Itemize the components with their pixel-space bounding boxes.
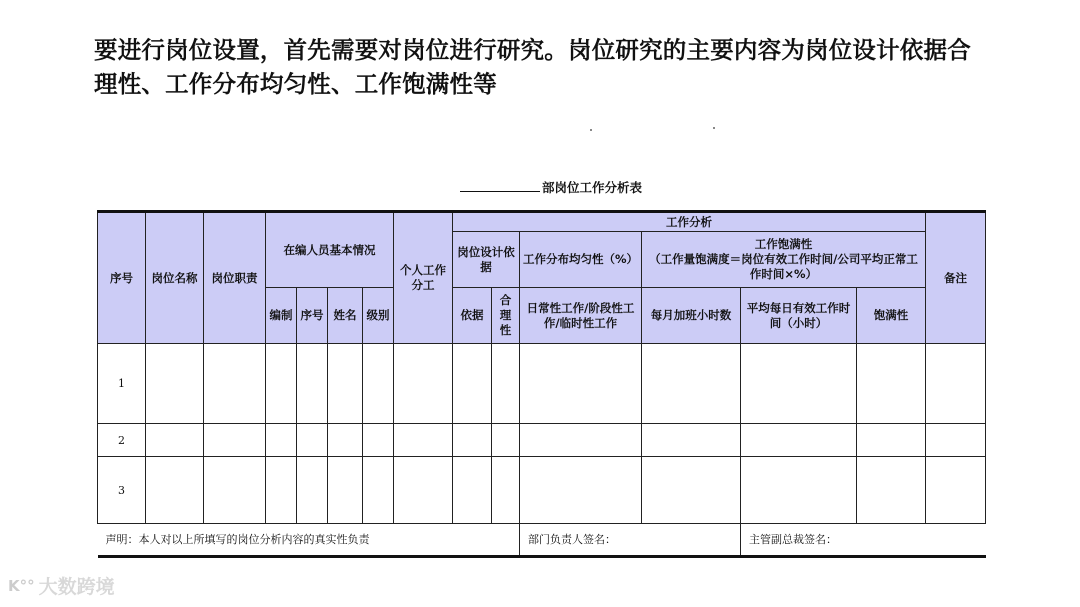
table-cell[interactable]	[492, 424, 520, 457]
header-distribution: 工作分布均匀性（%）	[520, 232, 642, 288]
header-work-analysis: 工作分析	[453, 212, 926, 232]
table-cell[interactable]	[204, 457, 266, 524]
table-cell[interactable]	[492, 457, 520, 524]
declaration: 声明：本人对以上所填写的岗位分析内容的真实性负责	[98, 524, 520, 557]
saturation-formula: （工作量饱满度＝岗位有效工作时间/公司平均正常工作时间×%）	[649, 252, 918, 281]
page-heading: 要进行岗位设置，首先需要对岗位进行研究。岗位研究的主要内容为岗位设计依据合理性、工作分布均匀性、工作饱满性等	[94, 36, 971, 98]
header-post-duty: 岗位职责	[204, 212, 266, 344]
table-cell[interactable]	[394, 457, 453, 524]
table-cell[interactable]	[204, 424, 266, 457]
table-cell[interactable]	[741, 344, 857, 424]
post-analysis-table	[97, 210, 986, 558]
table-cell[interactable]	[453, 457, 492, 524]
table-cell[interactable]	[520, 457, 642, 524]
header-basis: 依据	[453, 288, 492, 344]
table-cell[interactable]	[520, 424, 642, 457]
table-cell[interactable]	[394, 424, 453, 457]
row-number: 3	[98, 457, 146, 524]
table-cell[interactable]	[453, 424, 492, 457]
table-cell[interactable]	[642, 344, 741, 424]
header-post-name: 岗位名称	[146, 212, 204, 344]
table-cell[interactable]	[297, 344, 328, 424]
table-cell[interactable]	[363, 424, 394, 457]
table-cell[interactable]	[363, 344, 394, 424]
table-caption	[460, 178, 642, 196]
header-daily-effective: 平均每日有效工作时间（小时）	[741, 288, 857, 344]
watermark-text: 大数跨境	[38, 576, 115, 598]
table-cell[interactable]	[204, 344, 266, 424]
header-staff-basic: 在编人员基本情况	[266, 212, 394, 288]
table-cell[interactable]	[328, 344, 363, 424]
table-cell[interactable]	[453, 344, 492, 424]
table-cell[interactable]	[394, 344, 453, 424]
vp-signature[interactable]: 主管副总裁签名：	[741, 524, 986, 557]
table-cell[interactable]	[146, 457, 204, 524]
header-level: 级别	[363, 288, 394, 344]
table-cell[interactable]	[642, 457, 741, 524]
table-cell[interactable]	[146, 344, 204, 424]
header-saturation	[642, 232, 926, 288]
table-cell[interactable]	[328, 457, 363, 524]
table-cell[interactable]	[146, 424, 204, 457]
table-cell[interactable]	[741, 424, 857, 457]
table-cell[interactable]	[328, 424, 363, 457]
decorative-dot	[713, 127, 715, 129]
decorative-dot	[590, 129, 592, 131]
header-name: 姓名	[328, 288, 363, 344]
header-establishment: 编制	[266, 288, 297, 344]
saturation-title: 工作饱满性	[754, 237, 813, 251]
table-cell[interactable]	[642, 424, 741, 457]
watermark-logo	[8, 572, 115, 599]
table-cell[interactable]	[363, 457, 394, 524]
header-staff-seq: 序号	[297, 288, 328, 344]
table-cell[interactable]	[266, 457, 297, 524]
header-seq: 序号	[98, 212, 146, 344]
table-row	[98, 457, 986, 524]
row-number: 1	[98, 344, 146, 424]
table-row	[98, 424, 986, 457]
header-personal-division: 个人工作分工	[394, 212, 453, 344]
header-saturation-sub: 饱满性	[857, 288, 926, 344]
table-cell[interactable]	[926, 457, 986, 524]
department-blank	[460, 179, 540, 192]
header-work-type: 日常性工作/阶段性工作/临时性工作	[520, 288, 642, 344]
logo-icon: K°°	[8, 576, 35, 595]
table-cell[interactable]	[520, 344, 642, 424]
table-cell[interactable]	[492, 344, 520, 424]
table-cell[interactable]	[857, 344, 926, 424]
table-cell[interactable]	[857, 457, 926, 524]
table-cell[interactable]	[741, 457, 857, 524]
table-cell[interactable]	[266, 344, 297, 424]
header-design-basis: 岗位设计依据	[453, 232, 520, 288]
table-cell[interactable]	[926, 424, 986, 457]
table-cell[interactable]	[297, 424, 328, 457]
row-number: 2	[98, 424, 146, 457]
table-cell[interactable]	[266, 424, 297, 457]
table-cell[interactable]	[297, 457, 328, 524]
dept-head-signature[interactable]: 部门负责人签名：	[520, 524, 741, 557]
header-remarks: 备注	[926, 212, 986, 344]
caption-text: 部岗位工作分析表	[542, 180, 643, 195]
table-cell[interactable]	[857, 424, 926, 457]
table-cell[interactable]	[926, 344, 986, 424]
header-overtime: 每月加班小时数	[642, 288, 741, 344]
table-row	[98, 344, 986, 424]
header-reasonableness: 合理性	[492, 288, 520, 344]
